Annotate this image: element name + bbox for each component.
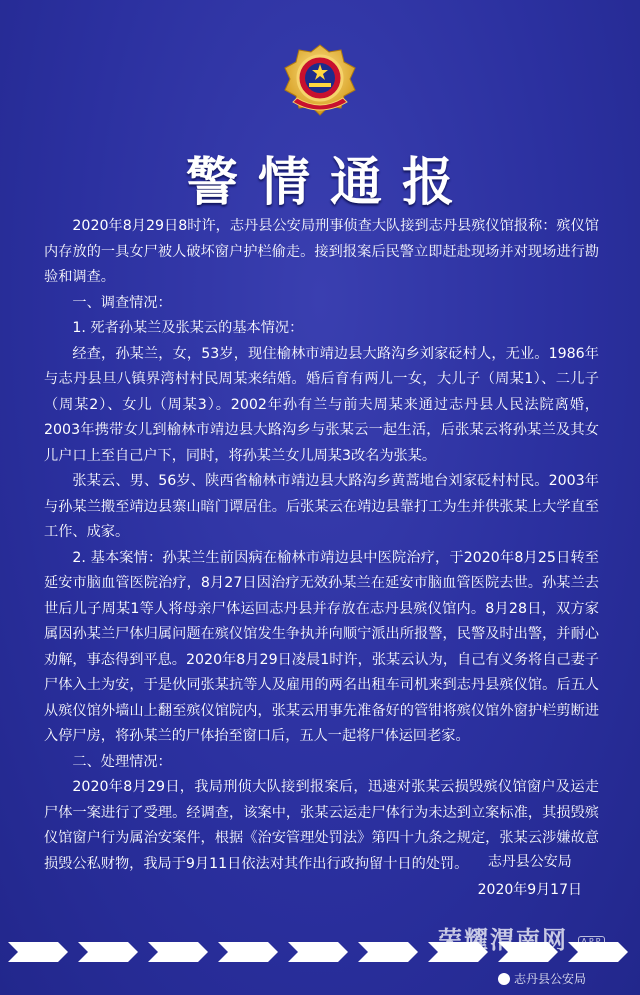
paragraph-case-details: 2. 基本案情：孙某兰生前因病在榆林市靖边县中医院治疗，于2020年8月25日转至延安市脑血管医院治疗，8月27日因治疗无效孙某兰在延安市脑血管医院去世。孙某兰去世后儿子周某1等人将母亲尸体运回志丹县并存放在志丹县殡仪馆内。8月28日，双方家属因孙某兰尸体归属问题在殡仪馆发生争执并向顺宁派出所报警，民警及时出警，并耐心劝解，事态得到平息。2020年8月29日凌晨1时许，张某云认为，自己有义务将自己妻子尸体入土为安，于是伙同张某抗等人及雇用的两名出租车司机来到志丹县殡仪馆。后五人从殡仪馆外墙山上翻至殡仪馆院内，张某云用事先准备好的管钳将殡仪馆外窗护栏剪断进入停尸房，将孙某兰的尸体抬至窗口后，五人一起将尸体运回老家。 xyxy=(44,549,599,744)
paragraph-zhang-background: 张某云、男、56岁、陕西省榆林市靖边县大路沟乡黄蒿地台刘家砭村村民。2003年与孙某兰搬至靖边县寨山暗门谭居住。后张某云在靖边县靠打工为生并供张某上大学直至工作、成家。 xyxy=(44,473,599,540)
section-heading-handling: 二、处理情况： xyxy=(72,753,172,770)
signature-block xyxy=(478,848,582,904)
section-heading-investigation: 一、调查情况： xyxy=(72,294,172,311)
signature-org: 志丹县公安局 xyxy=(487,854,572,870)
watermark-account xyxy=(498,970,586,987)
intro-paragraph: 2020年8月29日8时许，志丹县公安局刑事侦查大队接到志丹县殡仪馆报称：殡仪馆内存放的一具女尸被人破坏窗户护栏偷走。接到报案后民警立即赶赴现场并对现场进行勘验和调查。 xyxy=(44,218,599,285)
signature-date: 2020年9月17日 xyxy=(477,882,582,898)
notice-body xyxy=(44,214,599,877)
paragraph-sun-background: 经查，孙某兰，女，53岁，现住榆林市靖边县大路沟乡刘家砭村人，无业。1986年与志丹县旦八镇界湾村村民周某来结婚。婚后育有两儿一女，大儿子（周某1）、二儿子（周某2）、女儿（周某3）。2002年孙有兰与前夫周某来通过志丹县人民法院离婚，2003年携带女儿到榆林市靖边县大路沟乡与张某云一起生活，后张某云将孙某兰及其女儿户口上至自己户下，同时，将孙某兰女儿周某3改名为张某。 xyxy=(44,345,599,464)
notice-title: 警情通报 xyxy=(185,152,474,213)
watermark-badge: APP xyxy=(578,936,605,947)
watermark-brand: 荣耀渭南网 APP xyxy=(438,920,605,955)
wechat-icon xyxy=(498,973,510,985)
police-emblem-icon xyxy=(281,42,359,118)
watermark-account-name: 志丹县公安局 xyxy=(514,972,587,986)
subsection-heading-basic-info: 1. 死者孙某兰及张某云的基本情况： xyxy=(72,320,304,336)
paragraph-handling: 2020年8月29日，我局刑侦大队接到报案后，迅速对张某云损毁殡仪馆窗户及运走尸体一案进行了受理。经调查，该案中，张某云运走尸体行为未达到立案标准，其损毁殡仪馆窗户行为属治安案件，根据《治安管理处罚法》第四十九条之规定，张某云涉嫌故意损毁公私财物，我局于9月11日依法对其作出行政拘留十日的处罚。 xyxy=(44,779,599,872)
